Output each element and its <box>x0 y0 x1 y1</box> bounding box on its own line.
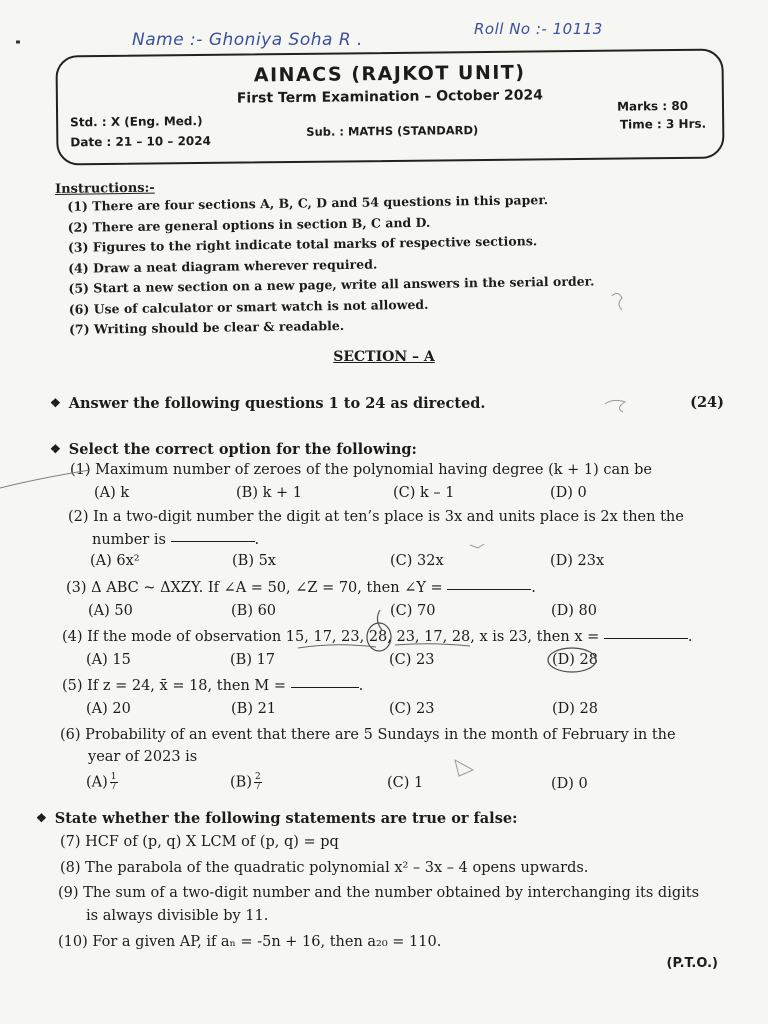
answer-blank <box>171 540 255 542</box>
q6-option-b <box>230 773 262 792</box>
date-label: Date : 21 – 10 – 2024 <box>70 133 212 150</box>
student-name-handwritten: Name :- Ghoniya Soha R . <box>132 30 363 50</box>
question-5-text: (5) If z = 24, x̄ = 18, then M = <box>62 678 287 694</box>
question-3-line: (3) Δ ABC ~ ΔXZY. If ∠A = 50, ∠Z = 70, then ∠Y = . <box>66 580 536 596</box>
q5-option-b: (B) 21 <box>231 701 277 717</box>
standard-label: Std. : X (Eng. Med.) <box>70 113 203 130</box>
q6-option-c: (C) 1 <box>387 775 424 791</box>
q6-option-b-label: (B) <box>230 774 252 791</box>
instruction-item: (3) Figures to the right indicate total marks of respective sections. <box>67 233 538 255</box>
diamond-bullet-icon: ❖ <box>36 811 47 825</box>
q2-option-c: (C) 32x <box>390 553 444 569</box>
q3-option-d: (D) 80 <box>551 603 597 619</box>
q3-option-a: (A) 50 <box>88 603 133 619</box>
question-4-line: (4) If the mode of observation 15, 17, 23, 28, 23, 17, 28, x is 23, then x = . <box>62 629 693 645</box>
true-false-heading-text: State whether the following statements are true or false: <box>54 810 518 827</box>
q4-option-a: (A) 15 <box>86 652 131 668</box>
question-10: (10) For a given AP, if aₙ = -5n + 16, then a₂₀ = 110. <box>58 934 442 950</box>
roll-number-handwritten: Roll No :- 10113 <box>474 20 603 38</box>
diamond-bullet-icon: ❖ <box>50 442 61 456</box>
mcq-heading <box>50 441 417 458</box>
q1-option-c: (C) k – 1 <box>393 485 455 501</box>
q1-option-a: (A) k <box>94 485 130 501</box>
question-8: (8) The parabola of the quadratic polynomial x² – 3x – 4 opens upwards. <box>60 860 589 876</box>
q1-option-d: (D) 0 <box>550 485 587 501</box>
q4-option-d: (D) 28 <box>552 652 598 668</box>
exam-title: First Term Examination – October 2024 <box>236 87 544 107</box>
organization-title: AINACS (RAJKOT UNIT) <box>253 61 526 87</box>
page-turn-over-label: (P.T.O.) <box>666 956 718 971</box>
answer-blank <box>447 588 531 590</box>
q2-option-d: (D) 23x <box>550 553 605 569</box>
question-2-text2: number is <box>92 532 166 548</box>
question-7: (7) HCF of (p, q) X LCM of (p, q) = pq <box>60 834 339 850</box>
q6-option-d: (D) 0 <box>551 776 588 792</box>
diamond-bullet-icon: ❖ <box>50 396 61 410</box>
q6-option-a <box>86 773 118 792</box>
section-a-instruction-text: Answer the following questions 1 to 24 as directed. <box>68 395 486 412</box>
q3-option-b: (B) 60 <box>231 603 277 619</box>
question-2: (2) In a two-digit number the digit at ten’s place is 3x and units place is 2x then the <box>68 509 684 525</box>
q6-option-a-label: (A) <box>86 774 108 791</box>
total-marks-label: Marks : 80 <box>616 98 689 114</box>
instructions-block <box>55 174 657 341</box>
q2-option-a: (A) 6x² <box>90 553 140 569</box>
question-9: (9) The sum of a two-digit number and the number obtained by interchanging its digits <box>58 885 700 901</box>
time-label: Time : 3 Hrs. <box>619 116 707 132</box>
true-false-heading <box>36 810 517 827</box>
exam-header-box <box>55 49 724 166</box>
fraction: $\frac{2}{7}$ <box>254 772 261 792</box>
instruction-item: (1) There are four sections A, B, C, D and 54 questions in this paper. <box>67 192 549 214</box>
question-4-text: (4) If the mode of observation 15, 17, 23, 28, 23, 17, 28, x is 23, then x = <box>62 629 600 645</box>
instruction-item: (4) Draw a neat diagram wherever required. <box>68 256 378 276</box>
question-6: (6) Probability of an event that there are 5 Sundays in the month of February in the <box>60 727 676 743</box>
mcq-heading-text: Select the correct option for the following: <box>68 441 417 458</box>
q4-option-c: (C) 23 <box>389 652 435 668</box>
instructions-heading: Instructions:- <box>55 180 155 197</box>
question-9-line2: is always divisible by 11. <box>86 908 269 924</box>
section-a-instruction <box>50 395 486 412</box>
question-6-line2: year of 2023 is <box>88 749 198 765</box>
section-a-title: SECTION – A <box>333 349 435 365</box>
q1-option-b: (B) k + 1 <box>236 485 302 501</box>
q3-option-c: (C) 70 <box>390 603 436 619</box>
section-a-marks: (24) <box>690 394 724 411</box>
question-1: (1) Maximum number of zeroes of the polynomial having degree (k + 1) can be <box>70 462 652 478</box>
subject-label: Sub. : MATHS (STANDARD) <box>306 123 479 139</box>
instruction-item: (2) There are general options in section B, C and D. <box>67 214 431 235</box>
q4-option-b: (B) 17 <box>230 652 276 668</box>
q2-option-b: (B) 5x <box>232 553 276 569</box>
q5-option-a: (A) 20 <box>86 701 131 717</box>
q5-option-c: (C) 23 <box>389 701 435 717</box>
fraction: $\frac{1}{7}$ <box>110 772 117 792</box>
question-5-line: (5) If z = 24, x̄ = 18, then M = . <box>62 678 364 694</box>
answer-blank <box>604 637 688 639</box>
instruction-item: (5) Start a new section on a new page, write all answers in the serial order. <box>68 273 595 296</box>
question-3-text: (3) Δ ABC ~ ΔXZY. If ∠A = 50, ∠Z = 70, then ∠Y = <box>66 580 443 596</box>
instruction-item: (6) Use of calculator or smart watch is not allowed. <box>68 296 429 317</box>
question-2-line2: number is . <box>92 532 260 548</box>
answer-blank <box>291 686 359 688</box>
instruction-item: (7) Writing should be clear & readable. <box>68 317 345 337</box>
q5-option-d: (D) 28 <box>552 701 598 717</box>
